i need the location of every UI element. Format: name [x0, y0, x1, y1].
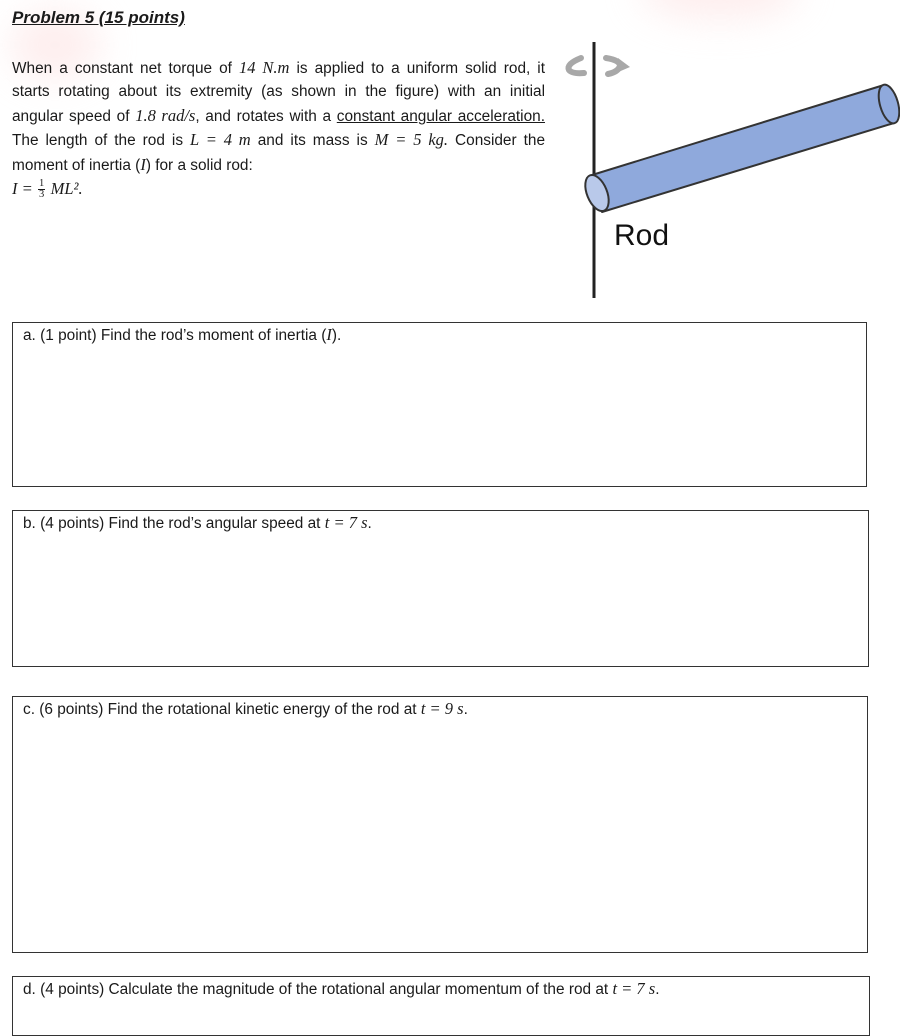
formula-rhs: ML².: [50, 179, 83, 199]
question-math: t = 9 s: [420, 699, 464, 718]
question-tail: .: [655, 981, 660, 998]
fraction-one-third: [38, 179, 45, 200]
question-tail: .: [367, 515, 372, 532]
question-c: [23, 699, 468, 719]
length-equation: L = 4 m: [190, 130, 251, 150]
rotation-arrow-head: [616, 58, 630, 73]
statement-text: is applied to a uniform solid rod, it starts rotating about its extremity (as shown in the figure) with an initial angular speed of: [12, 60, 546, 125]
question-text: d. (4 points) Calculate the magnitude of the rotational angular momentum of the rod at: [23, 981, 613, 998]
question-tail: ).: [331, 327, 342, 344]
question-math: I: [326, 325, 332, 344]
problem-statement: [12, 56, 545, 201]
statement-text: ) for a solid rod:: [145, 156, 253, 174]
fraction-denominator: 3: [39, 189, 45, 201]
rod-figure: [550, 38, 900, 303]
answer-box-a[interactable]: [12, 322, 867, 487]
answer-box-b[interactable]: [12, 510, 869, 667]
problem-title: Problem 5 (15 points): [12, 8, 185, 27]
answer-box-c[interactable]: [12, 696, 868, 953]
rod-cylinder: [581, 82, 900, 214]
question-math: t = 7 s: [324, 513, 368, 532]
fraction-numerator: 1: [39, 178, 45, 190]
answer-box-d[interactable]: [12, 976, 870, 1036]
statement-text: Consider the moment of inertia (: [12, 132, 546, 174]
statement-text: When a constant net torque of: [12, 60, 239, 77]
background-blob: [640, 0, 800, 20]
question-text: a. (1 point) Find the rod’s moment of inertia (: [23, 327, 327, 344]
question-a: [23, 325, 341, 345]
question-math: t = 7 s: [612, 979, 656, 998]
inertia-symbol: I: [140, 154, 146, 174]
question-b: [23, 513, 372, 533]
formula-lhs: I =: [12, 179, 33, 199]
rod-label: Rod: [614, 219, 670, 252]
mass-equation: M = 5 kg.: [374, 130, 449, 150]
statement-text: , and rotates with a: [195, 107, 337, 125]
torque-value: 14 N.m: [239, 58, 290, 77]
question-tail: .: [463, 701, 468, 718]
question-d: [23, 979, 660, 999]
question-text: b. (4 points) Find the rod’s angular speed at: [23, 515, 325, 532]
question-text: c. (6 points) Find the rotational kinetic energy of the rod at: [23, 701, 421, 718]
statement-text: and its mass is: [250, 132, 375, 150]
statement-text: The length of the rod is: [12, 132, 191, 150]
constant-acceleration-text: constant angular acceleration.: [336, 107, 545, 125]
initial-angular-speed: 1.8 rad/s: [135, 105, 196, 125]
